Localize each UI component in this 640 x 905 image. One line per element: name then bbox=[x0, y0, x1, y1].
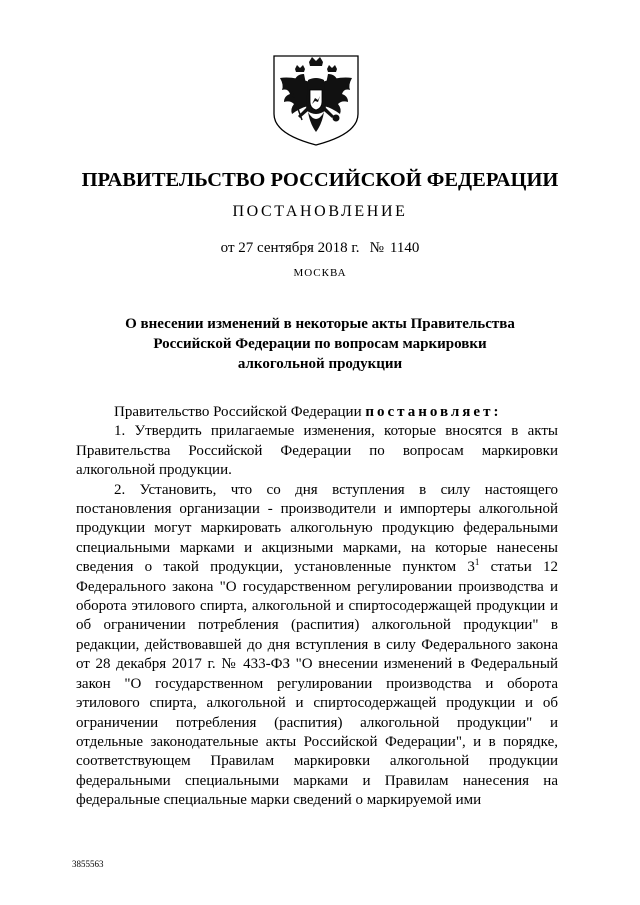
document-type: ПОСТАНОВЛЕНИЕ bbox=[232, 203, 408, 220]
item-2-text-continued: статьи 12 Федерального закона "О государственном регулировании производства и оборота этилового спирта, алкогольной и спиртосодержащей продукции и об ограничении потребления (распития) алкогольной продукции" в редакции, действовавшей до дня вступления в силу Федерального закона от 28 декабря 2017 г. № 433-ФЗ "О внесении изменений в Федеральный закон "О государственном регулировании производства и оборота этилового спирта, алкогольной и спиртосодержащей продукции и об ограничении потребления (распития) алкогольной продукции" и отдельные законодательные акты Российской Федерации", и в порядке, соответствующем Правилам маркировки алкогольной продукции федеральными специальными марками и Правилам нанесения на федеральные специальные марки сведений о маркируемой ими bbox=[76, 559, 558, 809]
coat-of-arms-icon bbox=[270, 52, 362, 148]
item-2-text: 2. Установить, что со дня вступления в силу настоящего постановления организации - производители и импортеры алкогольной продукции могут маркировать алкогольную продукцию федеральными специальными марками и акцизными марками, на которые нанесены сведения о такой продукции, установленные пунктом 3 bbox=[76, 481, 558, 576]
paragraph-item-1: 1. Утвердить прилагаемые изменения, которые вносятся в акты Правительства Российской Федерации по вопросам маркировки алкогольной продукции. bbox=[76, 423, 558, 479]
document-date: от 27 сентября 2018 г. bbox=[220, 240, 360, 256]
decree-word: постановляет: bbox=[365, 404, 502, 420]
document-date-line bbox=[0, 238, 640, 258]
document-number: 1140 bbox=[389, 240, 420, 256]
page-code: 3855563 bbox=[72, 859, 104, 869]
superscript-index: 1 bbox=[474, 557, 480, 568]
city: МОСКВА bbox=[293, 267, 347, 279]
intro-text: Правительство Российской Федерации bbox=[114, 404, 362, 420]
document-subject bbox=[80, 314, 560, 374]
subject-line: алкогольной продукции bbox=[237, 356, 403, 372]
document-body bbox=[76, 403, 558, 811]
number-sign: № bbox=[369, 240, 384, 256]
paragraph-item-2 bbox=[76, 481, 558, 811]
intro-paragraph bbox=[76, 403, 558, 422]
government-title: ПРАВИТЕЛЬСТВО РОССИЙСКОЙ ФЕДЕРАЦИИ bbox=[81, 169, 559, 191]
subject-line: Российской Федерации по вопросам маркировки bbox=[153, 336, 487, 352]
subject-line: О внесении изменений в некоторые акты Правительства bbox=[125, 316, 515, 332]
